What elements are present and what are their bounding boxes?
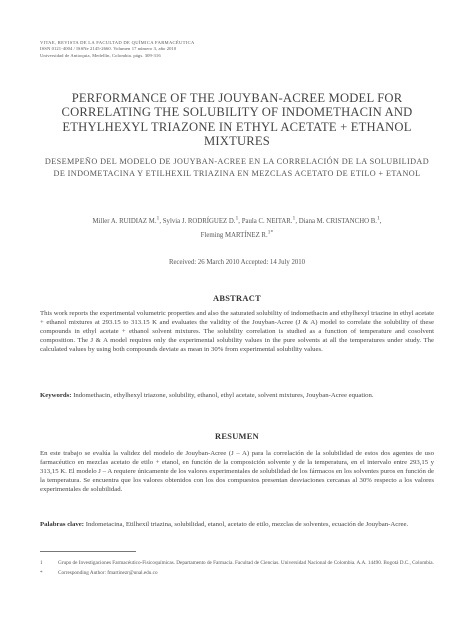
footnote-divider — [40, 551, 136, 552]
resumen-heading: RESUMEN — [215, 432, 259, 441]
author-list — [44, 214, 430, 241]
journal-publisher: Universidad de Antioquia, Medellín, Colombia. págs. 309-316 — [40, 52, 161, 58]
abstract-text: This work reports the experimental volumetric properties and also the saturated solubility of indomethacin and ethylhexyl triazine in ethyl acetate + ethanol mixtures at 293.15 to 313.15 K and evaluates the validity of the Jouyban-Acree (J & A) model to correlate the solubility of these compounds in ethyl acetate + ethanol solvent mixtures. The solubility correlation is studied as a function of temperature and cosolvent composition. The J & A model requires only the experimental solubility values in the pure solvents at all the temperatures under study. The calculated values by using both compounds deviate as mean in 30% from experimental solubility values. — [40, 310, 434, 354]
author: Diana M. CRISTANCHO B.$^1$, — [298, 216, 382, 226]
journal-name: VITAE, REVISTA DE LA FACULTAD DE QUÍMICA FARMACÉUTICA — [40, 40, 195, 45]
palabras-text: Indometacina, Etilhexil triazina, solubilidad, etanol, acetato de etilo, mezclas de solventes, ecuación de Jouyban-Acree. — [84, 521, 409, 528]
journal-header — [40, 40, 340, 59]
footnotes — [40, 560, 434, 580]
title-spanish: DESEMPEÑO DEL MODELO DE JOUYBAN-ACREE EN LA CORRELACIÓN DE LA SOLUBILIDAD DE INDOMETACINA Y ETILHEXIL TRIAZINA EN MEZCLAS ACETATO DE ETILO + ETANOL — [44, 157, 430, 178]
resumen-text: En este trabajo se evalúa la validez del modelo de Jouyban-Acree (J – A) para la correlación de la solubilidad de estos dos agentes de uso farmacéutico en mezclas acetato de etilo + etanol, en función de la composición solvente y de la temperatura, en el intervalo entre 293,15 y 313,15 K. El modelo J – A requiere únicamente de los valores experimentales de solubilidad de los fármacos en los solventes puros en función de la temperatura. Se encuentra que los valores obtenidos con los dos compuestos presentan desviaciones cercanas al 30% respecto a los valores experimentales de solubilidad. — [40, 450, 434, 494]
received-dates: Received: 26 March 2010 Accepted: 14 July 2010 — [168, 259, 306, 266]
author: Sylvia J. RODRÍGUEZ D.$^1$, — [162, 216, 242, 226]
author: Fleming MARTÍNEZ R.$^{1*}$ — [200, 229, 274, 239]
author: Miller A. RUIDIAZ M.$^1$, — [92, 216, 163, 226]
footnote-corresponding: * Corresponding Author: fmartinezr@unal.edu.co — [40, 570, 158, 577]
journal-issn: ISSN 0121-4004 / ISSNe 2145-2660. Volumen 17 número 3, año 2010 — [40, 46, 177, 52]
keywords — [40, 391, 434, 400]
palabras-label: Palabras clave: — [40, 521, 85, 528]
keywords-label: Keywords: — [40, 392, 72, 399]
footnote-affiliation: 1 Grupo de Investigaciones Farmacéutico-Fisicoquímicas. Departamento de Farmacia. Facultad de Ciencias. Universidad Nacional de Colombia. A.A. 14490. Bogotá D.C., Colombia. — [40, 560, 434, 566]
abstract-heading: ABSTRACT — [212, 294, 261, 303]
author: Paula C. NEITAR.$^1$, — [241, 216, 299, 226]
title-english: PERFORMANCE OF THE JOUYBAN-ACREE MODEL FOR CORRELATING THE SOLUBILITY OF INDOMETHACIN AND ETHYLHEXYL TRIAZONE IN ETHYL ACETATE + ETHANOL MIXTURES — [61, 91, 413, 149]
palabras-clave — [40, 520, 434, 529]
keywords-text: Indomethacin, ethylhexyl triazone, solubility, ethanol, ethyl acetate, solvent mixtures, Jouyban-Acree equation. — [71, 392, 374, 399]
